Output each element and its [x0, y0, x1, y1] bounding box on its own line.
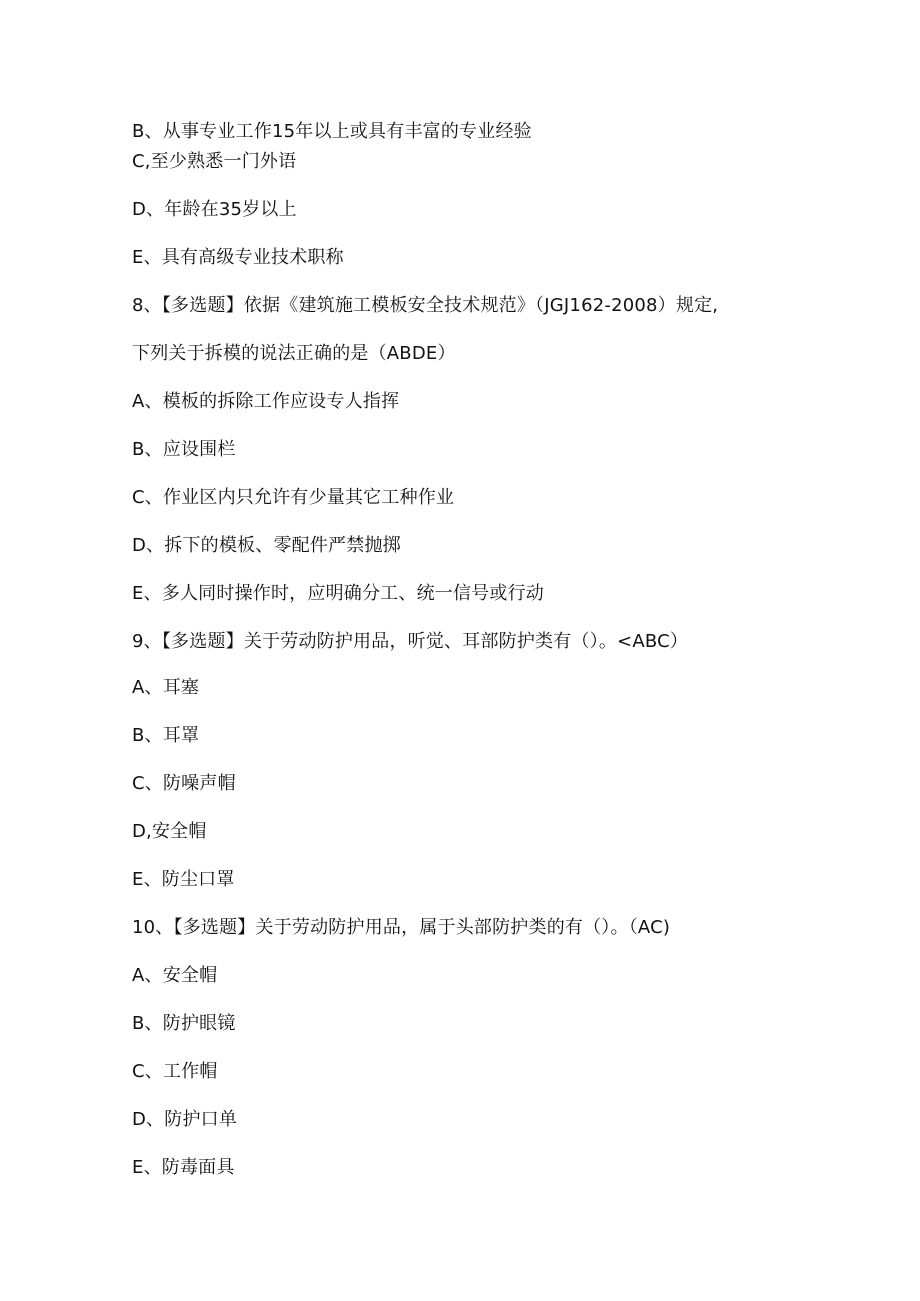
- question-line: 9、【多选题】关于劳动防护用品，听觉、耳部防护类有（）。<ABC）: [132, 631, 689, 652]
- option-line: B、从事专业工作15年以上或具有丰富的专业经验: [132, 121, 532, 142]
- question-line: 10、【多选题】关于劳动防护用品，属于头部防护类的有（）。（AC): [132, 917, 671, 938]
- option-line: C、作业区内只允许有少量其它工种作业: [132, 487, 455, 508]
- option-line: A、安全帽: [132, 965, 218, 986]
- option-line: D、防护口单: [132, 1109, 238, 1130]
- option-line: E、多人同时操作时，应明确分工、统一信号或行动: [132, 583, 544, 604]
- option-line: D,安全帽: [132, 821, 207, 842]
- option-line: D、拆下的模板、零配件严禁抛掷: [132, 535, 401, 556]
- question-line: 下列关于拆模的说法正确的是（ABDE）: [132, 343, 456, 364]
- option-line: B、耳罩: [132, 725, 200, 746]
- option-line: D、年龄在35岁以上: [132, 199, 297, 220]
- option-line: C、防噪声帽: [132, 773, 236, 794]
- option-line: E、防尘口罩: [132, 869, 235, 890]
- option-line: B、防护眼镜: [132, 1013, 236, 1034]
- option-line: C、工作帽: [132, 1061, 218, 1082]
- option-line: A、耳塞: [132, 677, 200, 698]
- option-line: A、模板的拆除工作应设专人指挥: [132, 391, 400, 412]
- option-line: B、应设围栏: [132, 439, 236, 460]
- question-line: 8、【多选题】依据《建筑施工模板安全技术规范》（JGJ162-2008）规定,: [132, 295, 719, 316]
- option-line: C,至少熟悉一门外语: [132, 151, 297, 172]
- option-line: E、防毒面具: [132, 1157, 235, 1178]
- option-line: E、具有高级专业技术职称: [132, 247, 344, 268]
